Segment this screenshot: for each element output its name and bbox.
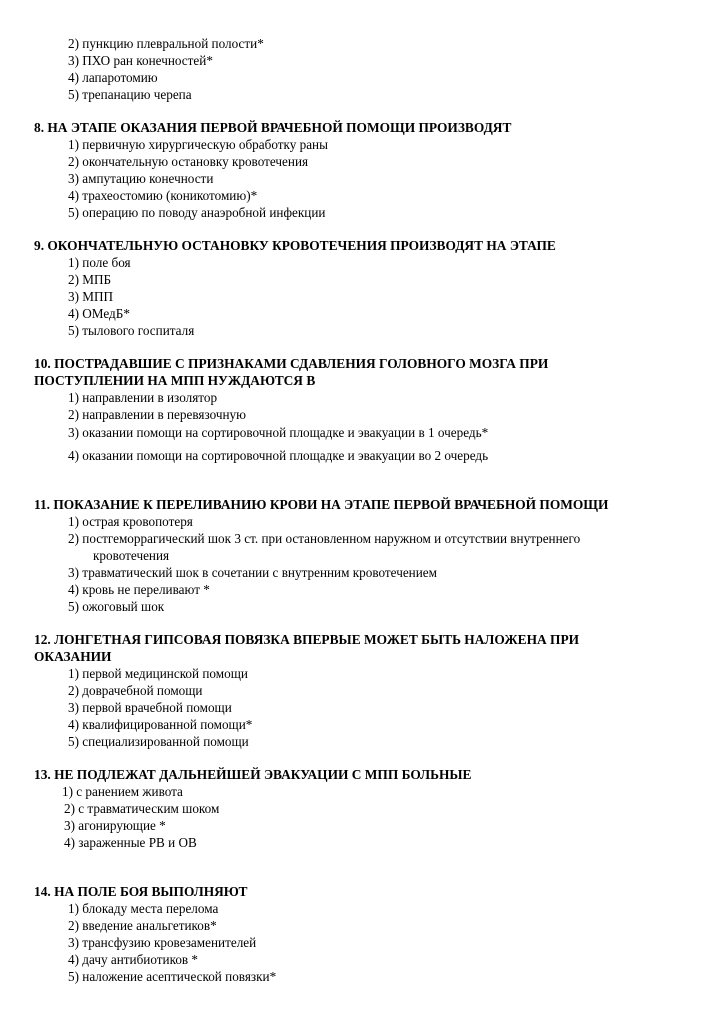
question-title: 9. ОКОНЧАТЕЛЬНУЮ ОСТАНОВКУ КРОВОТЕЧЕНИЯ ПРОИЗВОДЯТ НА ЭТАПЕ bbox=[34, 238, 556, 253]
question-title: 10. ПОСТРАДАВШИЕ С ПРИЗНАКАМИ СДАВЛЕНИЯ ГОЛОВНОГО МОЗГА ПРИ bbox=[34, 356, 549, 371]
question-title: 14. НА ПОЛЕ БОЯ ВЫПОЛНЯЮТ bbox=[34, 884, 248, 899]
answer-option: 3) травматический шок в сочетании с внутренним кровотечением bbox=[68, 565, 437, 580]
answer-option: 3) первой врачебной помощи bbox=[68, 700, 232, 715]
answer-option: 2) МПБ bbox=[68, 272, 112, 287]
answer-option: 1) с ранением живота bbox=[62, 784, 183, 799]
question-title: 11. ПОКАЗАНИЕ К ПЕРЕЛИВАНИЮ КРОВИ НА ЭТАПЕ ПЕРВОЙ ВРАЧЕБНОЙ ПОМОЩИ bbox=[34, 497, 609, 512]
answer-option: 5) трепанацию черепа bbox=[68, 87, 192, 102]
answer-option: 3) МПП bbox=[68, 289, 114, 304]
question-title-continuation: ОКАЗАНИИ bbox=[34, 649, 112, 664]
answer-option: 4) трахеостомию (коникотомию)* bbox=[68, 188, 258, 203]
question-title: 8. НА ЭТАПЕ ОКАЗАНИЯ ПЕРВОЙ ВРАЧЕБНОЙ ПОМОЩИ ПРОИЗВОДЯТ bbox=[34, 120, 512, 135]
answer-option: 2) направлении в перевязочную bbox=[68, 407, 246, 422]
answer-option: 4) лапаротомию bbox=[68, 70, 158, 85]
answer-option: 2) пункцию плевральной полости* bbox=[68, 36, 264, 51]
question-title-continuation: ПОСТУПЛЕНИИ НА МПП НУЖДАЮТСЯ В bbox=[34, 373, 316, 388]
answer-option: 5) ожоговый шок bbox=[68, 599, 165, 614]
answer-option: 3) ампутацию конечности bbox=[68, 171, 214, 186]
answer-option: 2) с травматическим шоком bbox=[64, 801, 220, 816]
answer-option: 3) агонирующие * bbox=[64, 818, 166, 833]
answer-option: 2) окончательную остановку кровотечения bbox=[68, 154, 309, 169]
answer-option: 4) оказании помощи на сортировочной площадке и эвакуации во 2 очередь bbox=[68, 448, 489, 463]
answer-option: 5) операцию по поводу анаэробной инфекции bbox=[68, 205, 326, 220]
answer-option: 5) специализированной помощи bbox=[68, 734, 249, 749]
answer-option: 4) квалифицированной помощи* bbox=[68, 717, 253, 732]
answer-option: 1) первичную хирургическую обработку раны bbox=[68, 137, 328, 152]
answer-option: 1) первой медицинской помощи bbox=[68, 666, 248, 681]
answer-option: 2) введение анальгетиков* bbox=[68, 918, 217, 933]
question-title: 12. ЛОНГЕТНАЯ ГИПСОВАЯ ПОВЯЗКА ВПЕРВЫЕ МОЖЕТ БЫТЬ НАЛОЖЕНА ПРИ bbox=[34, 632, 580, 647]
answer-option: 2) доврачебной помощи bbox=[68, 683, 203, 698]
answer-option: 1) направлении в изолятор bbox=[68, 390, 218, 405]
answer-option: 3) трансфузию кровезаменителей bbox=[68, 935, 257, 950]
answer-option: 4) ОМедБ* bbox=[68, 306, 130, 321]
answer-option: 1) поле боя bbox=[68, 255, 131, 270]
answer-option: 5) наложение асептической повязки* bbox=[68, 969, 277, 984]
answer-option-continuation: кровотечения bbox=[93, 548, 170, 563]
answer-option: 3) ПХО ран конечностей* bbox=[68, 53, 213, 68]
answer-option: 4) зараженные РВ и ОВ bbox=[64, 835, 197, 850]
answer-option: 2) постгеморрагический шок 3 ст. при остановленном наружном и отсутствии внутреннего bbox=[68, 531, 581, 546]
answer-option: 4) кровь не переливают * bbox=[68, 582, 210, 597]
answer-option: 4) дачу антибиотиков * bbox=[68, 952, 199, 967]
answer-option: 3) оказании помощи на сортировочной площадке и эвакуации в 1 очередь* bbox=[68, 425, 489, 440]
question-title: 13. НЕ ПОДЛЕЖАТ ДАЛЬНЕЙШЕЙ ЭВАКУАЦИИ С МПП БОЛЬНЫЕ bbox=[34, 767, 472, 782]
answer-option: 1) блокаду места перелома bbox=[68, 901, 219, 916]
answer-option: 5) тылового госпиталя bbox=[68, 323, 195, 338]
answer-option: 1) острая кровопотеря bbox=[68, 514, 193, 529]
